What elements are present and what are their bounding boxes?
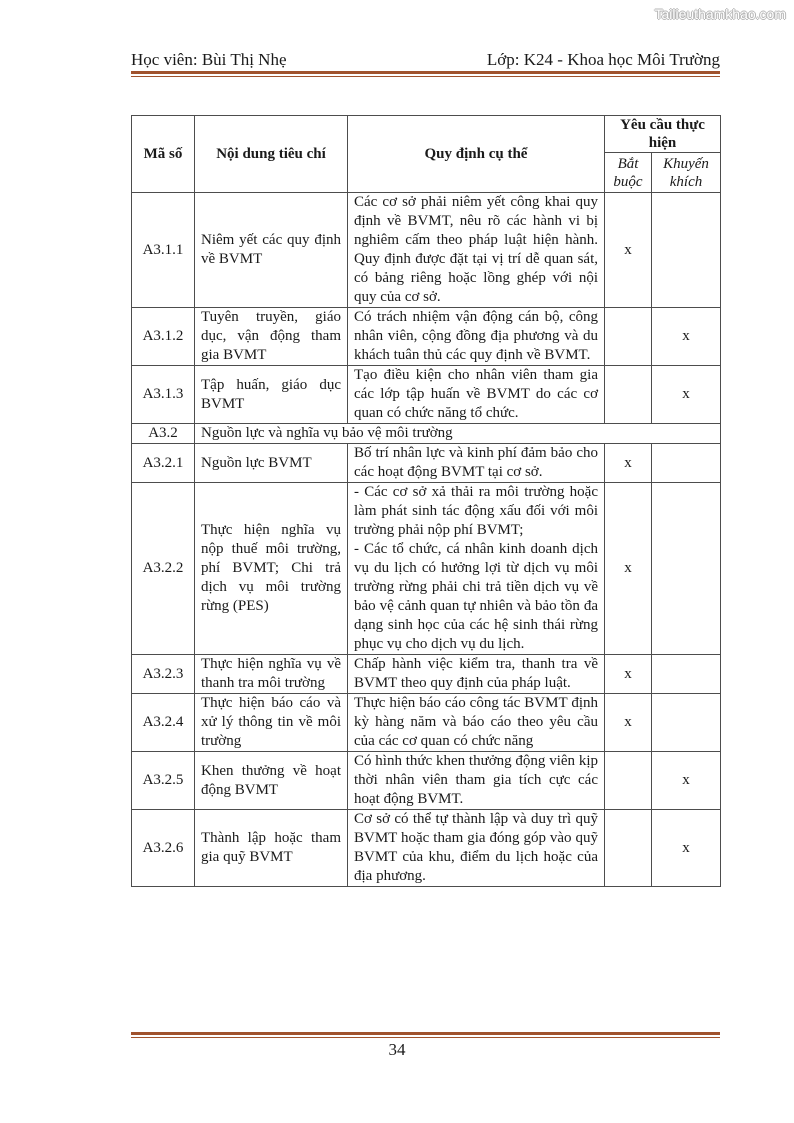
criterion-code: A3.1.3 xyxy=(132,366,195,424)
header-requirement: Yêu cầu thực hiện xyxy=(605,116,721,153)
criterion-rule: Có trách nhiệm vận động cán bộ, công nhân viên, cộng đồng địa phương và du khách tuân thủ các quy định về BVMT. xyxy=(348,308,605,366)
table-group-row xyxy=(132,424,721,444)
header-encouraged: Khuyến khích xyxy=(652,153,721,193)
table-row xyxy=(132,655,721,694)
criterion-name: Thực hiện nghĩa vụ nộp thuế môi trường, phí BVMT; Chi trả dịch vụ môi trường rừng (PES) xyxy=(195,483,348,655)
mandatory-mark xyxy=(605,308,652,366)
table-row xyxy=(132,810,721,887)
site-watermark: Tailieuthamkhao.com xyxy=(654,6,786,22)
table-row xyxy=(132,694,721,752)
criterion-name: Nguồn lực BVMT xyxy=(195,444,348,483)
criterion-name: Niêm yết các quy định về BVMT xyxy=(195,193,348,308)
table-row xyxy=(132,308,721,366)
mandatory-mark: x xyxy=(605,444,652,483)
criterion-name: Thực hiện nghĩa vụ về thanh tra môi trường xyxy=(195,655,348,694)
criterion-code: A3.2.5 xyxy=(132,752,195,810)
mandatory-mark: x xyxy=(605,655,652,694)
table-body xyxy=(132,193,721,887)
criterion-rule: Có hình thức khen thưởng động viên kịp thời nhân viên tham gia tích cực các hoạt động BVMT. xyxy=(348,752,605,810)
header-code: Mã số xyxy=(132,116,195,193)
table-row xyxy=(132,752,721,810)
encouraged-mark: x xyxy=(652,308,721,366)
header-rule xyxy=(131,71,720,77)
group-title: Nguồn lực và nghĩa vụ bảo vệ môi trường xyxy=(195,424,721,444)
encouraged-mark: x xyxy=(652,366,721,424)
mandatory-mark xyxy=(605,752,652,810)
mandatory-mark xyxy=(605,366,652,424)
criterion-code: A3.2.6 xyxy=(132,810,195,887)
table-header-row xyxy=(132,116,721,153)
criterion-name: Thực hiện báo cáo và xử lý thông tin về môi trường xyxy=(195,694,348,752)
criterion-rule: Bố trí nhân lực và kinh phí đảm bảo cho các hoạt động BVMT tại cơ sở. xyxy=(348,444,605,483)
mandatory-mark: x xyxy=(605,483,652,655)
criterion-rule: - Các cơ sở xả thải ra môi trường hoặc làm phát sinh tác động xấu đối với môi trường phải nộp phí BVMT; - Các tổ chức, cá nhân kinh doanh dịch vụ du lịch có hưởng lợi từ dịch vụ môi trường rừng phải chi trả tiền dịch vụ về bảo vệ cảnh quan tự nhiên và bảo tồn đa dạng sinh học của các hệ sinh thái rừng phục vụ cho dịch vụ du lịch. xyxy=(348,483,605,655)
encouraged-mark xyxy=(652,193,721,308)
encouraged-mark xyxy=(652,483,721,655)
criterion-code: A3.2.1 xyxy=(132,444,195,483)
table-row xyxy=(132,193,721,308)
class-name: Lớp: K24 - Khoa học Môi Trường xyxy=(486,50,720,69)
criterion-rule: Các cơ sở phải niêm yết công khai quy định về BVMT, nêu rõ các hành vi bị nghiêm cấm theo pháp luật hiện hành. Quy định được đặt tại vị trí dễ quan sát, có bảng riêng hoặc lồng ghép với nội quy của cơ sở. xyxy=(348,193,605,308)
criterion-rule: Thực hiện báo cáo công tác BVMT định kỳ hàng năm và báo cáo theo yêu cầu của các cơ quan có chức năng xyxy=(348,694,605,752)
encouraged-mark: x xyxy=(652,810,721,887)
footer-rule xyxy=(131,1032,720,1038)
page-header xyxy=(131,48,720,70)
encouraged-mark xyxy=(652,694,721,752)
encouraged-mark xyxy=(652,444,721,483)
mandatory-mark: x xyxy=(605,694,652,752)
group-code: A3.2 xyxy=(132,424,195,444)
header-mandatory: Bắt buộc xyxy=(605,153,652,193)
header-rule: Quy định cụ thể xyxy=(348,116,605,193)
criterion-name: Thành lập hoặc tham gia quỹ BVMT xyxy=(195,810,348,887)
table-row xyxy=(132,366,721,424)
criterion-code: A3.1.1 xyxy=(132,193,195,308)
student-name: Học viên: Bùi Thị Nhẹ xyxy=(131,50,287,69)
criterion-rule: Cơ sở có thể tự thành lập và duy trì quỹ BVMT hoặc tham gia đóng góp vào quỹ BVMT của khu, điểm du lịch hoặc của địa phương. xyxy=(348,810,605,887)
criterion-code: A3.2.2 xyxy=(132,483,195,655)
criterion-code: A3.2.4 xyxy=(132,694,195,752)
criterion-rule: Chấp hành việc kiểm tra, thanh tra về BVMT theo quy định của pháp luật. xyxy=(348,655,605,694)
page-number: 34 xyxy=(388,1040,406,1059)
criterion-name: Tập huấn, giáo dục BVMT xyxy=(195,366,348,424)
mandatory-mark: x xyxy=(605,193,652,308)
encouraged-mark xyxy=(652,655,721,694)
mandatory-mark xyxy=(605,810,652,887)
criteria-table xyxy=(131,115,721,887)
criterion-rule: Tạo điều kiện cho nhân viên tham gia các lớp tập huấn về BVMT do các cơ quan có chức năng tổ chức. xyxy=(348,366,605,424)
encouraged-mark: x xyxy=(652,752,721,810)
criterion-code: A3.2.3 xyxy=(132,655,195,694)
criterion-code: A3.1.2 xyxy=(132,308,195,366)
table-row xyxy=(132,483,721,655)
criterion-name: Tuyên truyền, giáo dục, vận động tham gia BVMT xyxy=(195,308,348,366)
criterion-name: Khen thưởng về hoạt động BVMT xyxy=(195,752,348,810)
table-row xyxy=(132,444,721,483)
header-content: Nội dung tiêu chí xyxy=(195,116,348,193)
